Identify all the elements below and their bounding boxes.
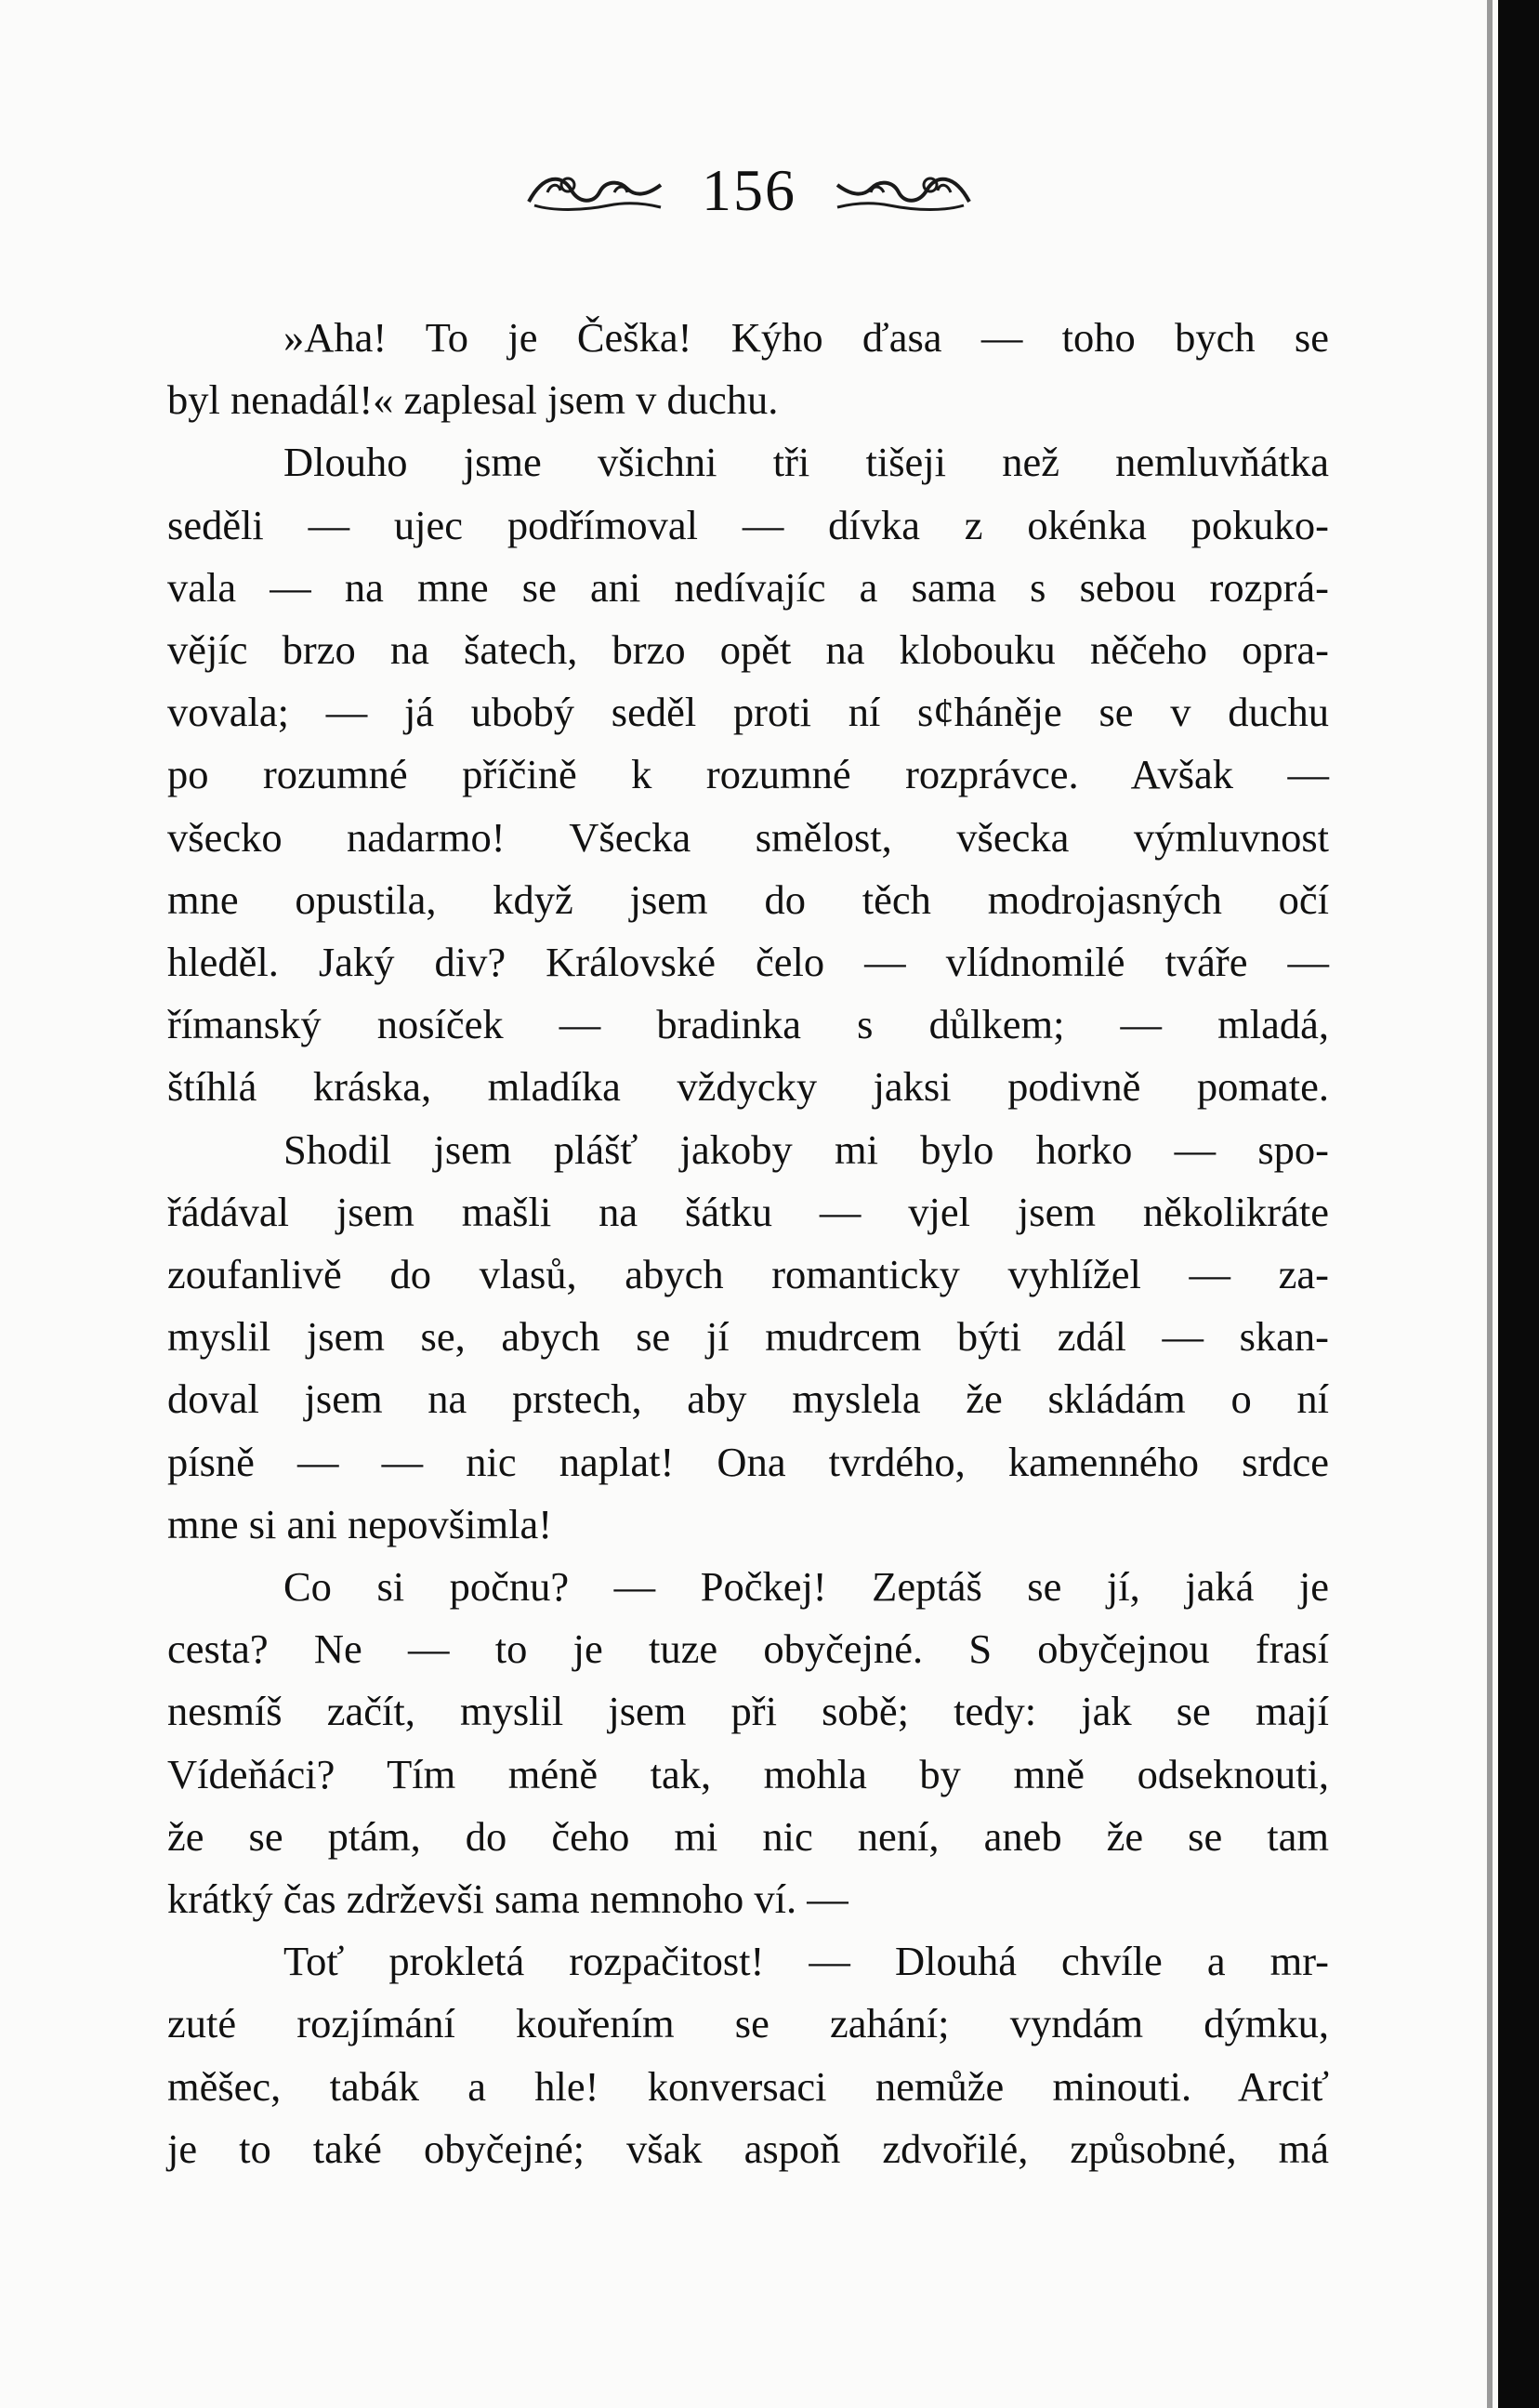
floral-ornament-icon (525, 164, 664, 217)
text-line: myslil jsem se, abych se jí mudrcem býti zdál — skan- (167, 1313, 1329, 1361)
text-line: nesmíš začít, myslil jsem při sobě; tedy: jak se mají (167, 1688, 1329, 1735)
text-line: seděli — ujec podřímoval — dívka z okénka pokuko- (167, 501, 1329, 548)
text-line: »Aha! To je Češka! Kýho ďasa — toho bych se (283, 314, 1329, 361)
text-line: Shodil jsem plášť jakoby mi bylo horko — spo- (283, 1125, 1329, 1173)
text-line: řádával jsem mašli na šátku — vjel jsem několikráte (167, 1188, 1329, 1235)
text-line: byl nenadál!« zaplesal jsem v duchu. (167, 376, 779, 424)
paragraph (167, 307, 1329, 431)
text-line: Toť prokletá rozpačitost! — Dlouhá chvíle a mr- (283, 1938, 1329, 1985)
text-line: zuté rozjímání kouřením se zahání; vyndám dýmku, (167, 2000, 1329, 2047)
text-line: měšec, tabák a hle! konversaci nemůže minouti. Arciť (167, 2062, 1329, 2110)
text-line: cesta? Ne — to je tuze obyčejné. S obyčejnou frasí (167, 1625, 1329, 1673)
text-line: zoufanlivě do vlasů, abych romanticky vyhlížel — za- (167, 1251, 1329, 1298)
text-line: hleděl. Jaký div? Královské čelo — vlídnomilé tváře — (167, 939, 1329, 986)
text-line: vovala; — já ubobý seděl proti ní s¢háněje se v duchu (167, 689, 1329, 736)
text-line: mne opustila, když jsem do těch modrojasných očí (167, 875, 1329, 923)
page-edge-shadow (1487, 0, 1493, 2408)
page-header (0, 149, 1498, 232)
text-line: Co si počnu? — Počkej! Zeptáš se jí, jaká je (283, 1563, 1329, 1611)
paragraph (167, 1930, 1329, 2180)
text-line: mne si ani nepovšimla! (167, 1500, 553, 1547)
paragraph (167, 1556, 1329, 1930)
text-line: krátký čas zdrževši sama nemnoho ví. — (167, 1875, 848, 1923)
text-line: vala — na mne se ani nedívajíc a sama s sebou rozprá- (167, 563, 1329, 611)
text-line: doval jsem na prstech, aby myslela že skládám o ní (167, 1375, 1329, 1423)
body-text (167, 307, 1329, 2180)
text-line: písně — — nic naplat! Ona tvrdého, kamenného srdce (167, 1438, 1329, 1485)
text-line: štíhlá kráska, mladíka vždycky jaksi podivně pomate. (167, 1063, 1329, 1111)
floral-ornament-icon (834, 164, 973, 217)
text-line: Vídeňáci? Tím méně tak, mohla by mně odseknouti, (167, 1750, 1329, 1797)
paragraph (167, 431, 1329, 1118)
text-line: po rozumné příčině k rozumné rozprávce. Avšak — (167, 751, 1329, 798)
text-line: všecko nadarmo! Všecka smělost, všecka výmluvnost (167, 813, 1329, 861)
scan-border (1498, 0, 1539, 2408)
paragraph (167, 1119, 1329, 1556)
text-line: že se ptám, do čeho mi nic není, aneb že se tam (167, 1812, 1329, 1860)
page-number: 156 (702, 157, 796, 223)
text-line: Dlouho jsme všichni tři tišeji než nemluvňátka (283, 439, 1329, 486)
text-line: vějíc brzo na šatech, brzo opět na klobouku něčeho opra- (167, 626, 1329, 674)
text-line: římanský nosíček — bradinka s důlkem; — mladá, (167, 1001, 1329, 1048)
text-line: je to také obyčejné; však aspoň zdvořilé, způsobné, má (167, 2125, 1329, 2172)
